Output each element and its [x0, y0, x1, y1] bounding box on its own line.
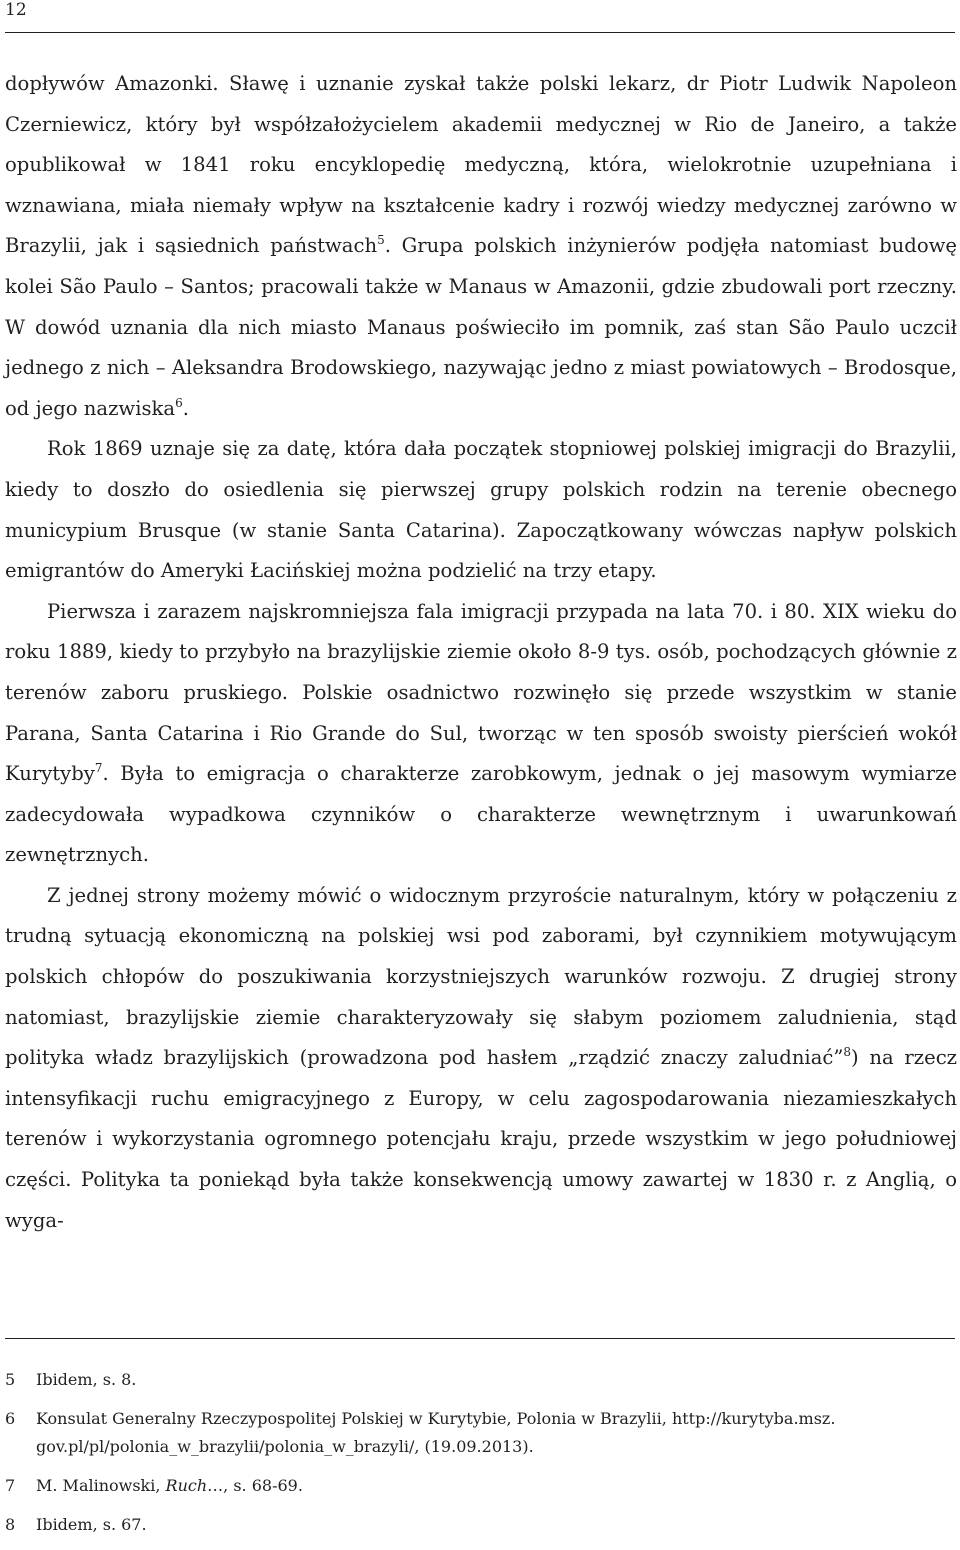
paragraph-1	[5, 64, 957, 429]
footnote-ref-7: 7	[94, 761, 103, 776]
footnote-7-author: M. Malinowski,	[36, 1476, 166, 1495]
footnote-7-pages: …, s. 68-69.	[207, 1476, 303, 1495]
footnote-5	[5, 1366, 957, 1394]
footnote-6-line-1: Konsulat Generalny Rzeczypospolitej Polskiej w Kurytybie, Polonia w Brazylii, http://kurytyba.msz.	[36, 1409, 836, 1428]
paragraph-1-text-c: .	[182, 396, 189, 420]
page-number: 12	[5, 0, 27, 20]
footnote-text	[36, 1405, 957, 1461]
paragraph-4	[5, 876, 957, 1241]
paragraph-3	[5, 592, 957, 876]
main-text	[5, 64, 957, 1241]
paragraph-2: Rok 1869 uznaje się za datę, która dała początek stopniowej polskiej imigracji do Brazylii, kiedy to doszło do osiedlenia się pierwszej grupy polskich rodzin na terenie obecnego municypium Brusque (w stanie Santa Catarina). Zapoczątkowany wówczas napływ polskich emigrantów do Ameryki Łacińskiej można podzielić na trzy etapy.	[5, 437, 957, 583]
footnote-6-link[interactable]: gov.pl/pl/polonia_w_brazylii/polonia_w_brazyli/, (19.09.2013).	[36, 1437, 534, 1456]
footnote-number: 7	[5, 1476, 16, 1495]
footnote-text: Ibidem, s. 67.	[36, 1515, 147, 1534]
footnote-number: 6	[5, 1409, 16, 1428]
footnote-8	[5, 1511, 957, 1539]
footnote-text	[36, 1472, 957, 1500]
footnote-text: Ibidem, s. 8.	[36, 1370, 137, 1389]
paragraph-4-text-b: ) na rzecz intensyfikacji ruchu emigracyjnego z Europy, w celu zagospodarowania niezamieszkałych terenów i wykorzystania ogromnego potencjału kraju, przede wszystkim w jego południowej części. Polityka ta poniekąd była także konsekwencją umowy zawartej w 1830 r. z Anglią, o wyga-	[5, 1046, 957, 1232]
footnote-number: 8	[5, 1515, 16, 1534]
paragraph-1-text-a: dopływów Amazonki. Sławę i uznanie zyskał także polski lekarz, dr Piotr Ludwik Napoleon Czerniewicz, który był współzałożycielem akademii medycznej w Rio de Janeiro, a także opublikował w 1841 roku encyklopedię medyczną, która, wielokrotnie uzupełniana i wznawiana, miała niemały wpływ na kształcenie kadry i rozwój wiedzy medycznej zarówno w Brazylii, jak i sąsiednich państwach	[5, 72, 957, 258]
paragraph-4-text-a: Z jednej strony możemy mówić o widocznym przyroście naturalnym, który w połączeniu z trudną sytuacją ekonomiczną na polskiej wsi pod zaborami, był czynnikiem motywującym polskich chłopów do poszukiwania korzystniejszych warunków rozwoju. Z drugiej strony natomiast, brazylijskie ziemie charakteryzowały się słabym poziomem zaludnienia, stąd polityka władz brazylijskich (prowadzona pod hasłem „rządzić znaczy zaludniać”	[5, 883, 957, 1070]
header-rule	[5, 32, 955, 33]
footnote-number: 5	[5, 1370, 16, 1389]
footnote-7-title: Ruch	[165, 1476, 208, 1495]
footnote-6	[5, 1405, 957, 1461]
paragraph-3-text-a: Pierwsza i zarazem najskromniejsza fala imigracji przypada na lata 70. i 80. XIX wieku do roku 1889, kiedy to przybyło na brazylijskie ziemie około 8-9 tys. osób, pochodzących głównie z terenów zaboru pruskiego. Polskie osadnictwo rozwinęło się przede wszystkim w stanie Parana, Santa Catarina i Rio Grande do Sul, tworząc w ten sposób swoisty pierścień wokół Kurytyby	[5, 599, 957, 786]
paragraph-1-text-b: . Grupa polskich inżynierów podjęła natomiast budowę kolei São Paulo – Santos; pracowali także w Manaus w Amazonii, gdzie zbudowali port rzeczny. W dowód uznania dla nich miasto Manaus poświeciło im pomnik, zaś stan São Paulo uczcił jednego z nich – Aleksandra Brodowskiego, nazywając jedno z miast powiatowych – Brodosque, od jego nazwiska	[5, 234, 957, 420]
paragraph-3-text-b: . Była to emigracja o charakterze zarobkowym, jednak o jej masowym wymiarze zadecydowała wypadkowa czynników o charakterze wewnętrznym i uwarunkowań zewnętrznych.	[5, 762, 957, 867]
footnote-rule	[5, 1338, 955, 1339]
footnotes	[5, 1366, 957, 1550]
footnote-ref-8: 8	[843, 1045, 852, 1060]
footnote-ref-5: 5	[377, 233, 385, 248]
footnote-ref-6: 6	[175, 395, 183, 410]
footnote-7	[5, 1472, 957, 1500]
